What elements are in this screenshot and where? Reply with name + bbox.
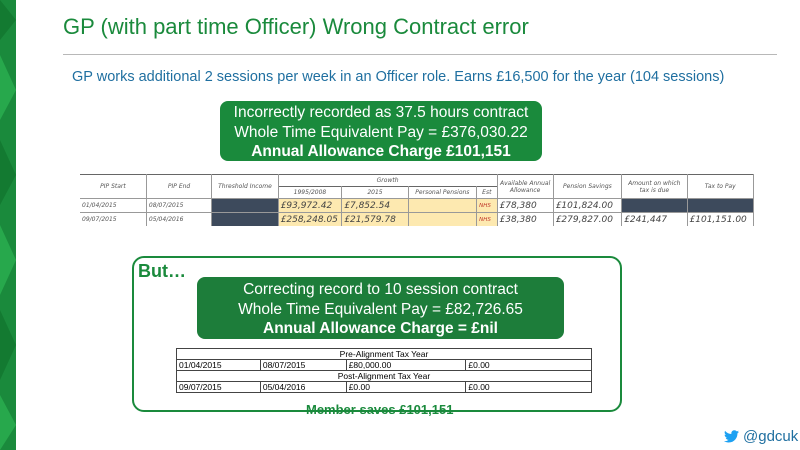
pre-alignment-label: Pre-Alignment Tax Year bbox=[177, 349, 592, 360]
est-cell: NHS bbox=[477, 213, 497, 227]
threshold-cell bbox=[212, 213, 278, 227]
post-tax: £0.00 bbox=[466, 382, 592, 393]
col-est: Est bbox=[477, 187, 497, 199]
col-tax: Tax to Pay bbox=[687, 175, 753, 199]
growth-table bbox=[80, 174, 754, 226]
correct-line-3: Annual Allowance Charge = £nil bbox=[263, 320, 498, 337]
member-saves-text: Member saves £101,151 bbox=[306, 402, 454, 417]
available-cell: £78,380 bbox=[497, 199, 553, 213]
col-pip-end: PIP End bbox=[146, 175, 211, 199]
post-end: 05/04/2016 bbox=[260, 382, 346, 393]
post-value: £0.00 bbox=[346, 382, 466, 393]
but-label: But… bbox=[138, 261, 186, 281]
post-start: 09/07/2015 bbox=[177, 382, 261, 393]
growth-1995: £93,972.42 bbox=[278, 199, 342, 213]
col-amount: Amount on which tax is due bbox=[622, 175, 687, 199]
pre-tax: £0.00 bbox=[466, 360, 592, 371]
threshold-cell bbox=[212, 199, 278, 213]
correct-line-1: Correcting record to 10 session contract bbox=[243, 281, 518, 298]
tax-cell bbox=[687, 199, 753, 213]
pre-value: £80,000.00 bbox=[346, 360, 466, 371]
table-row bbox=[177, 360, 592, 371]
row-start: 01/04/2015 bbox=[80, 199, 146, 213]
col-available: Available Annual Allowance bbox=[497, 175, 553, 199]
col-pip-start: PIP Start bbox=[80, 175, 146, 199]
incorrect-line-2: Whole Time Equivalent Pay = £376,030.22 bbox=[234, 123, 528, 141]
col-2015: 2015 bbox=[342, 187, 408, 199]
growth-2015: £21,579.78 bbox=[342, 213, 408, 227]
row-start: 09/07/2015 bbox=[80, 213, 146, 227]
col-pension: Pension Savings bbox=[553, 175, 621, 199]
col-growth: Growth bbox=[278, 175, 497, 187]
table-row bbox=[177, 382, 592, 393]
table-row bbox=[80, 199, 754, 213]
correct-record-callout bbox=[197, 277, 564, 339]
pre-start: 01/04/2015 bbox=[177, 360, 261, 371]
incorrect-line-3: Annual Allowance Charge £101,151 bbox=[251, 143, 511, 160]
row-end: 05/04/2016 bbox=[146, 213, 211, 227]
pension-cell: £279,827.00 bbox=[553, 213, 621, 227]
table-row bbox=[80, 213, 754, 227]
col-personal: Personal Pensions bbox=[408, 187, 476, 199]
alignment-table bbox=[176, 348, 592, 393]
tax-cell: £101,151.00 bbox=[687, 213, 753, 227]
twitter-handle[interactable] bbox=[724, 428, 798, 445]
growth-1995: £258,248.05 bbox=[278, 213, 342, 227]
pension-cell: £101,824.00 bbox=[553, 199, 621, 213]
personal-cell bbox=[408, 199, 476, 213]
amount-cell: £241,447 bbox=[622, 213, 687, 227]
row-end: 08/07/2015 bbox=[146, 199, 211, 213]
twitter-handle-text: @gdcuk bbox=[743, 428, 799, 445]
col-threshold: Threshold Income bbox=[212, 175, 278, 199]
post-alignment-label: Post-Alignment Tax Year bbox=[177, 371, 592, 382]
amount-cell bbox=[622, 199, 687, 213]
personal-cell bbox=[408, 213, 476, 227]
correct-line-2: Whole Time Equivalent Pay = £82,726.65 bbox=[238, 300, 523, 318]
available-cell: £38,380 bbox=[497, 213, 553, 227]
growth-2015: £7,852.54 bbox=[342, 199, 408, 213]
est-cell: NHS bbox=[477, 199, 497, 213]
title-divider bbox=[63, 54, 777, 55]
col-1995: 1995/2008 bbox=[278, 187, 342, 199]
slide-title: GP (with part time Officer) Wrong Contract error bbox=[63, 14, 529, 39]
twitter-bird-icon bbox=[724, 430, 739, 443]
incorrect-line-1: Incorrectly recorded as 37.5 hours contract bbox=[233, 104, 529, 121]
slide-subtitle: GP works additional 2 sessions per week in an Officer role. Earns £16,500 for the year (104 sessions) bbox=[72, 69, 725, 85]
pre-end: 08/07/2015 bbox=[260, 360, 346, 371]
incorrect-record-callout bbox=[220, 101, 542, 161]
decorative-side-strip bbox=[0, 0, 16, 450]
